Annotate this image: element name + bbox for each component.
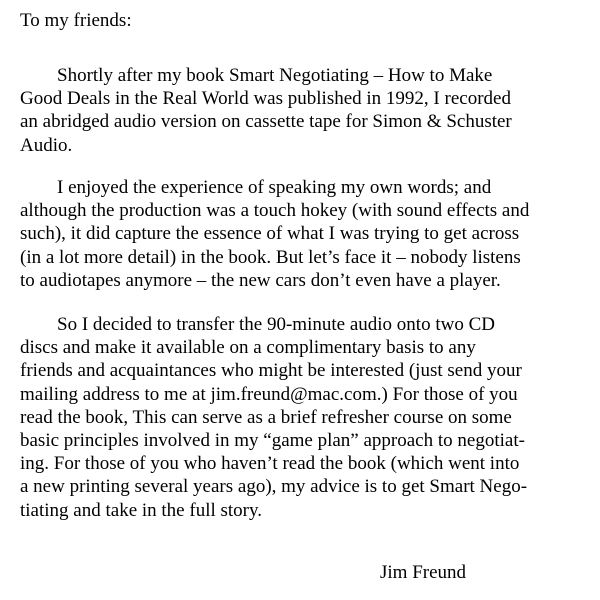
- paragraph-line: ing. For those of you who haven’t read the book (which went into: [20, 453, 520, 475]
- paragraph-line: Shortly after my book Smart Negotiating – How to Make: [57, 65, 493, 86]
- paragraph-line: friends and acquaintances who might be interested (just send your: [20, 360, 522, 382]
- paragraph-line: although the production was a touch hokey (with sound effects and: [20, 200, 530, 222]
- paragraph-line: mailing address to me at jim.freund@mac.com.) For those of you: [20, 383, 518, 405]
- paragraph-line: Audio.: [20, 134, 73, 156]
- paragraph-line: read the book, This can serve as a brief refresher course on some: [20, 406, 512, 428]
- paragraph-line: Good Deals in the Real World was published in 1992, I recorded: [20, 88, 511, 110]
- paragraph-1: [20, 64, 590, 157]
- paragraph-line: basic principles involved in my “game plan” approach to negotiat-: [20, 430, 525, 452]
- paragraph-line: an abridged audio version on cassette tape for Simon & Schuster: [20, 111, 512, 133]
- paragraph-line: discs and make it available on a complimentary basis to any: [20, 337, 476, 359]
- paragraph-line: such), it did capture the essence of what I was trying to get across: [20, 223, 520, 245]
- paragraph-line: So I decided to transfer the 90-minute audio onto two CD: [57, 314, 495, 335]
- paragraph-line: a new printing several years ago), my advice is to get Smart Nego-: [20, 476, 528, 498]
- paragraph-2: [20, 176, 590, 292]
- signature: Jim Freund: [380, 562, 467, 583]
- paragraph-line: tiating and take in the full story.: [20, 499, 263, 521]
- paragraph-line: to audiotapes anymore – the new cars don’t even have a player.: [20, 269, 501, 291]
- paragraph-line: I enjoyed the experience of speaking my own words; and: [57, 177, 492, 198]
- paragraph-3: [20, 313, 590, 522]
- paragraph-line: (in a lot more detail) in the book. But let’s face it – nobody listens: [20, 246, 521, 268]
- salutation: To my friends:: [20, 10, 132, 31]
